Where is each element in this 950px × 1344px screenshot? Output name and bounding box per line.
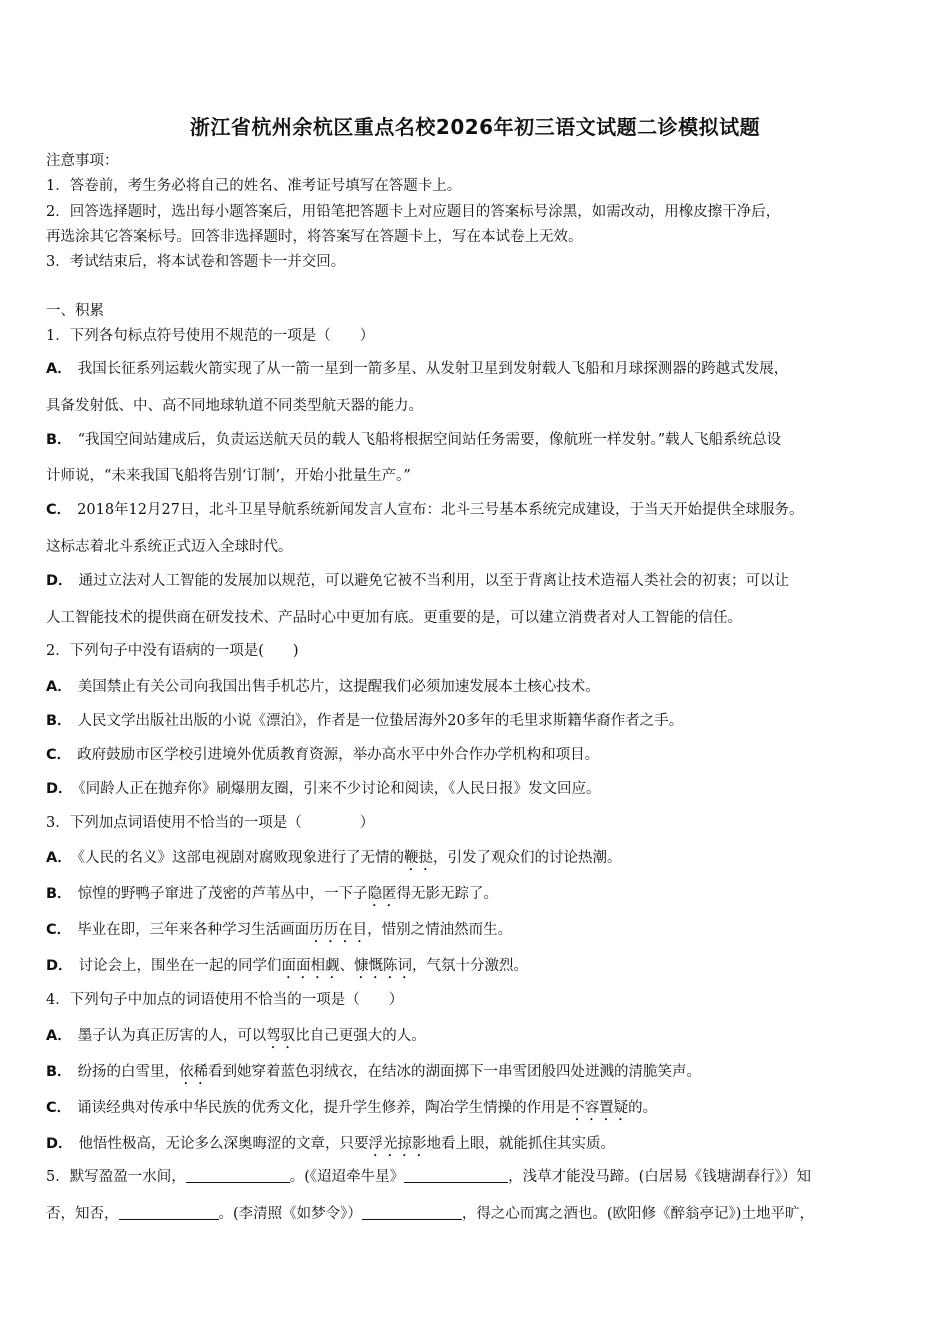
q4-option-c: C． 诵读经典对传承中华民族的优秀文化，提升学生修养，陶冶学生情操的作用是不容置疑的。 [46,1100,658,1116]
q1-option-d-cont: 人工智能技术的提供商在研发技术、产品时心中更加有底。更重要的是，可以建立消费者对人工智能的信任。 [46,610,742,626]
q1-option-a: A． 我国长征系列运载火箭实现了从一箭一星到一箭多星、从发射卫星到发射载人飞船和月球探测器的跨越式发展， [46,361,789,377]
q2-stem: 2．下列句子中没有语病的一项是( ) [46,643,299,659]
q3-option-d: D． 讨论会上，围坐在一起的同学们面面相觑、慷慨陈词，气氛十分激烈。 [46,958,529,974]
q5-blank-3[interactable] [119,1205,219,1220]
q5-blank-4[interactable] [362,1205,462,1220]
q1-option-c-cont: 这标志着北斗系统正式迈入全球时代。 [46,539,293,555]
q2-option-a: A． 美国禁止有关公司向我国出售手机芯片，这提醒我们必须加速发展本土核心技术。 [46,679,600,695]
notice-item-1: 1．答卷前，考生务必将自己的姓名、准考证号填写在答题卡上。 [46,178,462,194]
notice-item-3: 3．考试结束后，将本试卷和答题卡一并交回。 [46,254,346,270]
q3-option-a: A． 《人民的名义》这部电视剧对腐败现象进行了无情的鞭挞，引发了观众们的讨论热潮。 [46,850,622,866]
q4-stem: 4．下列句子中加点的词语使用不恰当的一项是（ ） [46,992,404,1008]
q5-line-1: 5．默写盈盈一水间， 。(《迢迢牵牛星》 ，浅草才能没马蹄。(白居易《钱塘湖春行》）知 [46,1169,812,1185]
q2-option-c: C． 政府鼓励市区学校引进境外优质教育资源，举办高水平中外合作办学机构和项目。 [46,747,600,763]
q3-option-b: B． 惊惶的野鸭子窜进了茂密的芦苇丛中，一下子隐匿得无影无踪了。 [46,886,499,902]
q1-option-b-cont: 计师说，“未来我国飞船将告别‘订制’，开始小批量生产。” [46,468,411,484]
notice-heading: 注意事项： [46,153,119,169]
page-title: 浙江省杭州余杭区重点名校2026年初三语文试题二诊模拟试题 [189,115,761,139]
q1-option-c: C． 2018年12月27日，北斗卫星导航系统新闻发言人宣布：北斗三号基本系统完成建设，于当天开始提供全球服务。 [46,502,804,518]
q1-option-b: B． “我国空间站建成后，负责运送航天员的载人飞船将根据空间站任务需要，像航班一样发射。”载人飞船系统总设 [46,432,782,448]
q4-option-b: B． 纷扬的白雪里，依稀看到她穿着蓝色羽绒衣，在结冰的湖面掷下一串雪团般四处迸溅的清脆笑声。 [46,1064,702,1080]
q5-blank-1[interactable] [186,1168,290,1183]
section-heading: 一、积累 [46,303,104,319]
q2-option-d: D． 《同龄人正在抛弃你》刷爆朋友圈，引来不少讨论和阅读，《人民日报》发文回应。 [46,781,601,797]
q1-option-a-cont: 具备发射低、中、高不同地球轨道不同类型航天器的能力。 [46,398,423,414]
q5-blank-2[interactable] [404,1168,508,1183]
q1-stem: 1．下列各句标点符号使用不规范的一项是（ ） [46,328,375,344]
notice-item-2-cont: 再选涂其它答案标号。回答非选择题时，将答案写在答题卡上，写在本试卷上无效。 [46,229,583,245]
notice-item-2: 2．回答选择题时，选出每小题答案后，用铅笔把答题卡上对应题目的答案标号涂黑，如需改动，用橡皮擦干净后， [46,204,781,220]
q1-option-d: D． 通过立法对人工智能的发展加以规范，可以避免它被不当利用，以至于背离让技术造福人类社会的初衷；可以让 [46,573,790,589]
q3-stem: 3．下列加点词语使用不恰当的一项是（ ） [46,815,375,831]
q2-option-b: B． 人民文学出版社出版的小说《漂泊》，作者是一位蛰居海外20多年的毛里求斯籍华裔作者之手。 [46,713,684,729]
q3-option-c: C． 毕业在即，三年来各种学习生活画面历历在目，惜别之情油然而生。 [46,922,513,938]
q4-option-d: D． 他悟性极高，无论多么深奥晦涩的文章，只要浮光掠影地看上眼，就能抓住其实质。 [46,1136,616,1152]
q4-option-a: A． 墨子认为真正厉害的人，可以驾驭比自己更强大的人。 [46,1028,426,1044]
q5-line-2: 否，知否， 。(李清照《如梦令》） ，得之心而寓之酒也。(欧阳修《醉翁亭记》)土地平旷， [46,1206,814,1222]
